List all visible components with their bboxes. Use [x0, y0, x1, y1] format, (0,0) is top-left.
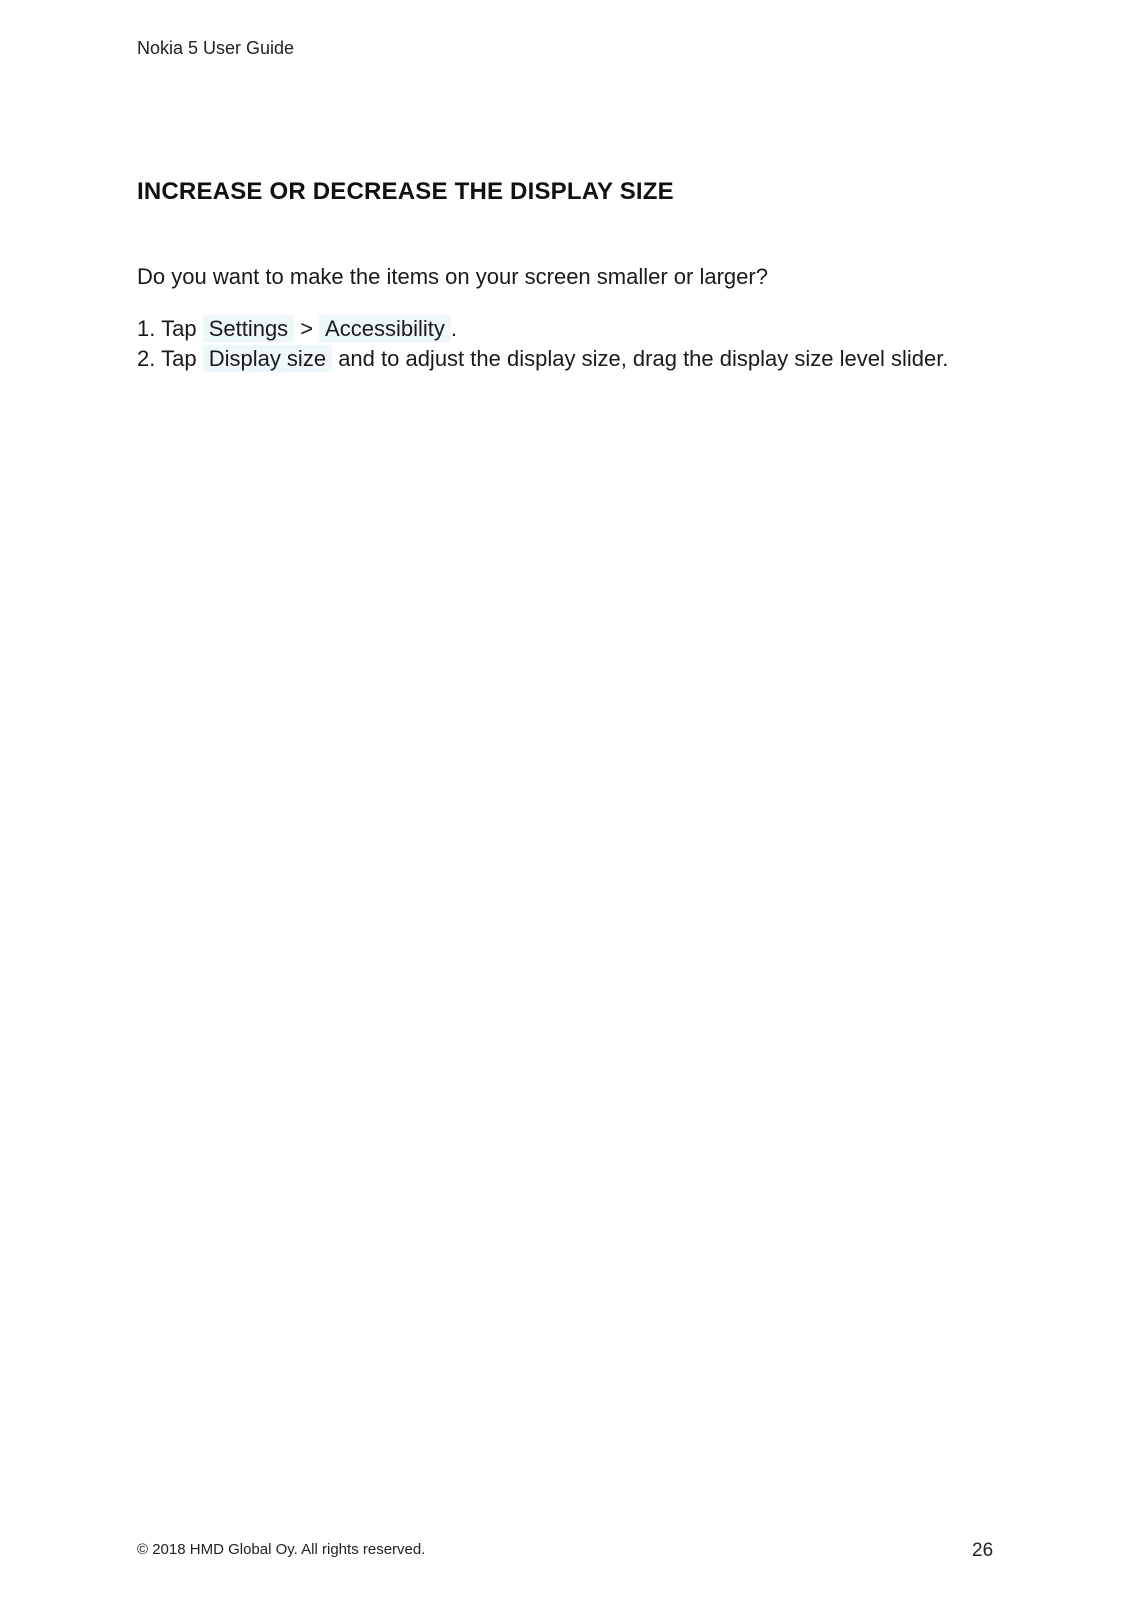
step-2	[137, 344, 948, 374]
step-verb: Tap	[161, 346, 197, 371]
step-1	[137, 314, 948, 344]
step-text: and to adjust the display size, drag the display size level slider.	[338, 346, 949, 371]
ui-term-settings: Settings	[203, 315, 295, 342]
section-title: INCREASE OR DECREASE THE DISPLAY SIZE	[137, 178, 674, 205]
intro-text: Do you want to make the items on your screen smaller or larger?	[137, 264, 768, 289]
page-number: 26	[972, 1540, 994, 1561]
step-verb: Tap	[161, 316, 197, 341]
step-number: 2.	[137, 346, 156, 371]
step-end-punctuation: .	[450, 316, 457, 341]
steps-list	[137, 314, 948, 374]
ui-term-display-size: Display size	[203, 345, 332, 372]
path-separator: >	[300, 316, 314, 341]
step-number: 1.	[137, 316, 156, 341]
copyright-notice: © 2018 HMD Global Oy. All rights reserved.	[137, 1541, 426, 1558]
ui-term-accessibility: Accessibility	[319, 315, 451, 342]
document-header: Nokia 5 User Guide	[137, 38, 295, 58]
